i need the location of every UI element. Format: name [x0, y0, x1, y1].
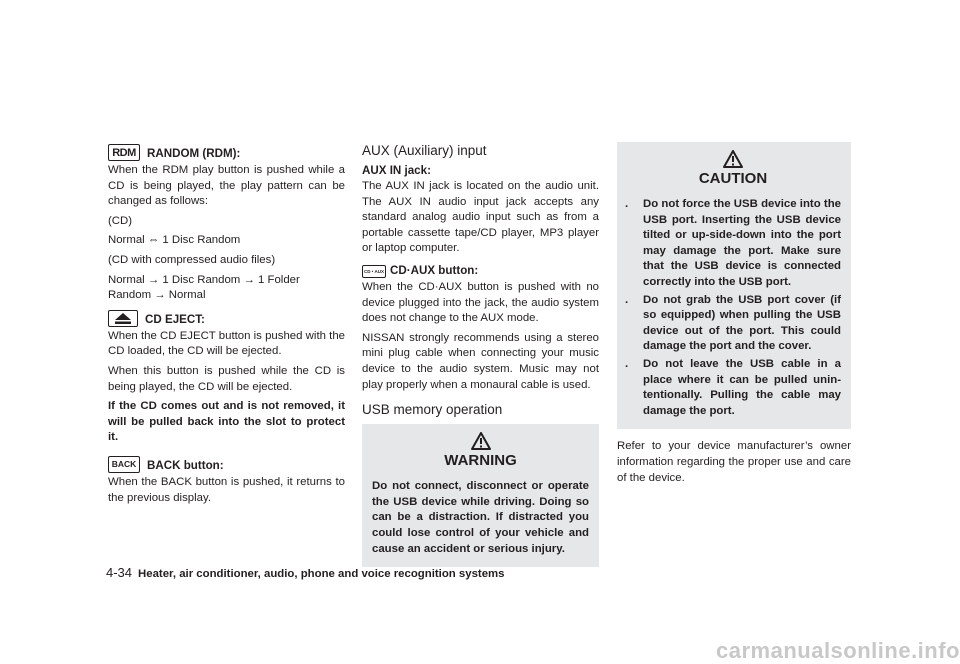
back-heading: BACK button: — [147, 458, 224, 472]
aux-in-description: The AUX IN jack is located on the audio unit. The AUX IN audio input jack accepts any standard analog audio input such as from a portable cassette tape/CD player, MP3 player or laptop computer. — [362, 180, 599, 255]
bullet-mark: . — [625, 198, 629, 210]
eject-icon — [108, 310, 138, 327]
rdm-cd-label: (CD) — [108, 214, 133, 227]
eject-heading-row — [108, 310, 345, 327]
manufacturer-note: Refer to your device manufacturer’s owner information regarding the proper use and care of the device. — [617, 440, 851, 484]
rdm-compressed-label: (CD with compressed audio files) — [108, 253, 276, 266]
eject-paragraph-2: When this button is pushed while the CD is being played, the CD will be ejected. — [108, 364, 345, 393]
watermark: carmanualsonline.info — [716, 638, 960, 663]
rdm-cd-sequence: Normal ⇔ 1 Disc Random — [108, 234, 241, 247]
chapter-title: Heater, air conditioner, audio, phone and voice recognition systems — [138, 568, 505, 580]
caution-bullet — [625, 293, 841, 355]
cdaux-heading: CD·AUX button: — [390, 263, 479, 277]
caution-list — [625, 197, 841, 419]
caution-title: CAUTION — [698, 170, 768, 187]
warning-title: WARNING — [444, 452, 517, 470]
page-number: 4-34 — [106, 565, 133, 580]
eject-symbol-icon — [115, 313, 131, 324]
eject-paragraph-1: When the CD EJECT button is pushed with the CD loaded, the CD will be ejected. — [108, 329, 345, 358]
caution-bullet — [625, 197, 841, 291]
bullet-mark: . — [625, 357, 629, 370]
rdm-heading-row — [108, 144, 345, 161]
left-column — [108, 144, 345, 510]
usb-section-title: USB memory operation — [362, 402, 503, 418]
caution-header — [625, 150, 841, 187]
eject-heading: CD EJECT: — [145, 312, 205, 326]
page-footer — [106, 565, 505, 580]
cdaux-paragraph-1: When the CD·AUX button is pushed with no device plugged into the jack, the audio system does not change to the AUX mode. — [362, 280, 599, 325]
back-description: When the BACK button is pushed, it returns to the previous display. — [108, 475, 345, 504]
back-button-icon: BACK — [108, 456, 140, 473]
warning-text: Do not connect, disconnect or operate the USB device while driving. Doing so can be a distraction. If distracted you could lose control of your vehicle and cause an accident or serious injury. — [372, 480, 589, 555]
caution-triangle-icon — [723, 150, 743, 168]
rdm-description: When the RDM play button is pushed while a CD is being played, the play pattern can be changed as follows: — [108, 164, 345, 208]
warning-box — [362, 424, 599, 567]
back-heading-row — [108, 456, 345, 473]
caution-bullet — [625, 357, 841, 419]
caution-box — [617, 142, 851, 429]
cdaux-heading-row — [362, 263, 599, 278]
cdaux-paragraph-2: NISSAN strongly recommends using a stereo mini plug cable when connecting your music device to the audio system. Music may not play properly when a monaural cable is used. — [362, 331, 599, 391]
middle-column — [362, 142, 599, 567]
caution-bullet-text: Do not grab the USB port cover (if so equipped) when pulling the USB device out of the port. This could damage the port and the cover. — [643, 293, 841, 353]
eject-paragraph-3: If the CD comes out and is not removed, it will be pulled back into the slot to protect it. — [108, 400, 345, 444]
warning-header — [372, 432, 589, 469]
aux-section-title: AUX (Auxiliary) input — [362, 143, 487, 158]
rdm-compressed-sequence: Normal → 1 Disc Random → 1 Folder Random → Normal — [108, 273, 300, 302]
rdm-heading: RANDOM (RDM): — [147, 147, 241, 160]
cd-aux-button-icon: CD • AUX — [362, 265, 386, 278]
aux-in-heading: AUX IN jack: — [362, 164, 431, 177]
warning-triangle-icon — [471, 432, 491, 450]
caution-bullet-text: Do not force the USB device into the USB port. Inserting the USB device tilted or up-side-down into the port may damage the port. Make sure that the USB device is connected correctly into the USB port. — [643, 198, 841, 288]
right-column — [617, 142, 851, 490]
caution-bullet-text: Do not leave the USB cable in a place where it can be pulled unin-tentionally. Pulling the cable may damage the port. — [643, 357, 841, 417]
rdm-button-icon: RDM — [108, 144, 140, 161]
bullet-mark: . — [625, 293, 629, 306]
